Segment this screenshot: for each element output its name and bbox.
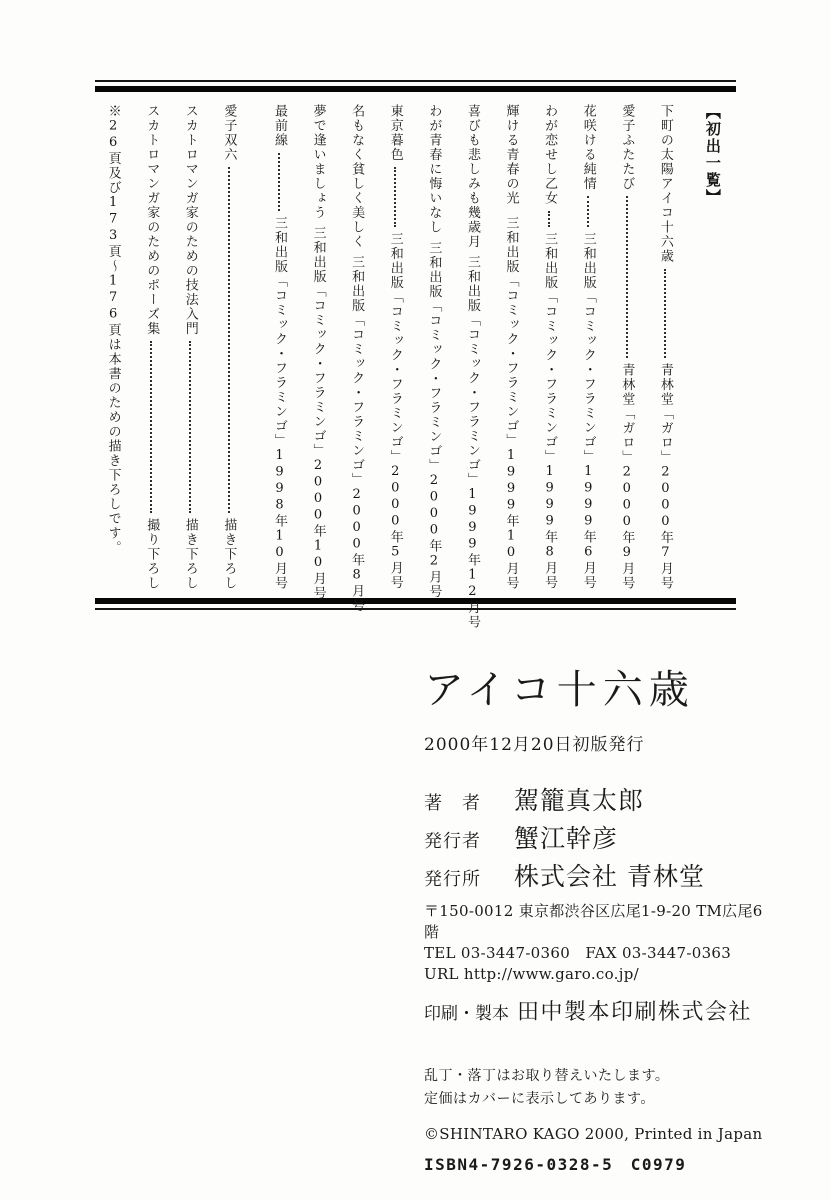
entry-title: 東京暮色 <box>387 104 403 162</box>
printing-label: 印刷・製本 <box>424 1004 509 1024</box>
notices <box>424 1065 764 1111</box>
bottom-thick-rule <box>95 598 736 604</box>
entry-title: 最前線 <box>271 104 287 148</box>
isbn-line: ISBN4-7926-0328-5 C0979 <box>424 1155 687 1174</box>
entry-source: 三和出版「コミック・フラミンゴ」1999年10月号 <box>503 215 519 590</box>
bottom-thin-rule <box>95 608 736 610</box>
publisher-person-name: 蟹江幹彦 <box>514 824 619 853</box>
entry-source: 三和出版「コミック・フラミンゴ」1999年6月号 <box>580 232 596 590</box>
publisher-tel-fax: TEL 03-3447-0360 FAX 03-3447-0363 <box>424 944 732 962</box>
printing-company: 田中製本印刷株式会社 <box>517 1000 753 1025</box>
entry-title: スカトロマンガ家のためのポーズ集 <box>144 104 160 336</box>
publication-columns <box>95 92 736 630</box>
entry-title: わが青春に悔いなし <box>426 104 442 235</box>
publisher-person-label: 発行者 <box>424 831 481 852</box>
copyright-line: ©SHINTARO KAGO 2000, Printed in Japan <box>424 1125 763 1143</box>
publication-entry <box>503 104 519 590</box>
publication-entry <box>464 104 480 630</box>
publisher-contact <box>424 901 764 985</box>
publisher-company-row <box>424 857 764 895</box>
entry-title: 名もなく貧しく美しく <box>349 104 365 249</box>
top-thin-rule <box>95 80 736 82</box>
author-name: 駕籠真太郎 <box>514 786 645 815</box>
entry-title: 夢で逢いましょう <box>310 104 326 220</box>
publication-entry <box>349 104 365 613</box>
entry-title: スカトロマンガ家のための技法入門 <box>182 104 198 336</box>
entry-source: 三和出版「コミック・フラミンゴ」1999年8月号 <box>542 232 558 590</box>
price-notice: 定価はカバーに表示してあります。 <box>424 1091 655 1107</box>
entry-title: 愛子双六 <box>221 104 237 162</box>
entry-source: 三和出版「コミック・フラミンゴ」2000年8月号 <box>349 255 365 613</box>
publication-entry <box>619 104 635 590</box>
entry-title: わが恋せし乙女 <box>542 104 558 206</box>
credits <box>424 781 764 895</box>
publication-entry <box>144 104 160 590</box>
publication-entry <box>182 104 198 590</box>
dotted-leader <box>619 194 635 360</box>
publication-entry <box>387 104 403 590</box>
entry-source: 三和出版「コミック・フラミンゴ」2000年5月号 <box>387 232 403 590</box>
entry-source: 青林堂「ガロ」2000年7月号 <box>657 362 673 590</box>
publication-entry <box>657 104 673 590</box>
footnote-text: ※26頁及び173頁〜176頁は本書のための描き下ろしです。 <box>105 104 121 555</box>
dotted-leader <box>221 165 237 515</box>
entry-source: 三和出版「コミック・フラミンゴ」1998年10月号 <box>271 215 287 590</box>
publication-entry <box>271 104 287 590</box>
defect-notice: 乱丁・落丁はお取り替えいたします。 <box>424 1068 670 1084</box>
publisher-company-label: 発行所 <box>424 869 481 890</box>
dotted-leader <box>503 209 519 213</box>
entry-source: 三和出版「コミック・フラミンゴ」2000年2月号 <box>426 240 442 599</box>
entry-source: 三和出版「コミック・フラミンゴ」2000年10月号 <box>310 226 326 601</box>
author-label: 著 者 <box>424 793 481 814</box>
publication-entry <box>542 104 558 590</box>
colophon-block <box>424 666 764 1175</box>
dotted-leader <box>657 267 673 360</box>
list-footnote <box>105 104 121 590</box>
dotted-leader <box>580 194 596 229</box>
author-row <box>424 781 764 819</box>
publication-entry <box>426 104 442 599</box>
entry-source: 撮り下ろし <box>144 517 160 590</box>
entry-title: 愛子ふたたび <box>619 104 635 191</box>
first-publication-box <box>95 80 736 630</box>
list-header-label: 【初出一覧】 <box>703 104 722 206</box>
entry-source: 青林堂「ガロ」2000年9月号 <box>619 362 635 590</box>
publication-entry <box>221 104 237 590</box>
publication-entry <box>580 104 596 590</box>
dotted-leader <box>542 209 558 230</box>
printing-row <box>424 995 764 1025</box>
entry-title: 下町の太陽アイコ十六歳 <box>657 104 673 264</box>
book-title: アイコ十六歳 <box>424 667 695 713</box>
publisher-company-name: 株式会社 青林堂 <box>514 862 705 891</box>
entry-source: 三和出版「コミック・フラミンゴ」1999年12月号 <box>464 255 480 630</box>
dotted-leader <box>387 165 403 229</box>
dotted-leader <box>182 339 198 515</box>
list-header <box>704 104 722 590</box>
entry-source: 描き下ろし <box>182 517 198 590</box>
entry-source: 描き下ろし <box>221 517 237 590</box>
dotted-leader <box>144 339 160 515</box>
edition-date: 2000年12月20日初版発行 <box>424 735 645 755</box>
dotted-leader <box>271 151 287 213</box>
publisher-address: 〒150-0012 東京都渋谷区広尾1-9-20 TM広尾6階 <box>424 902 763 941</box>
publisher-person-row <box>424 819 764 857</box>
publisher-url: URL http://www.garo.co.jp/ <box>424 965 639 983</box>
publication-entry <box>310 104 326 601</box>
entry-title: 輝ける青春の光 <box>503 104 519 206</box>
entry-title: 喜びも悲しみも幾歳月 <box>464 104 480 249</box>
entry-title: 花咲ける純情 <box>580 104 596 191</box>
